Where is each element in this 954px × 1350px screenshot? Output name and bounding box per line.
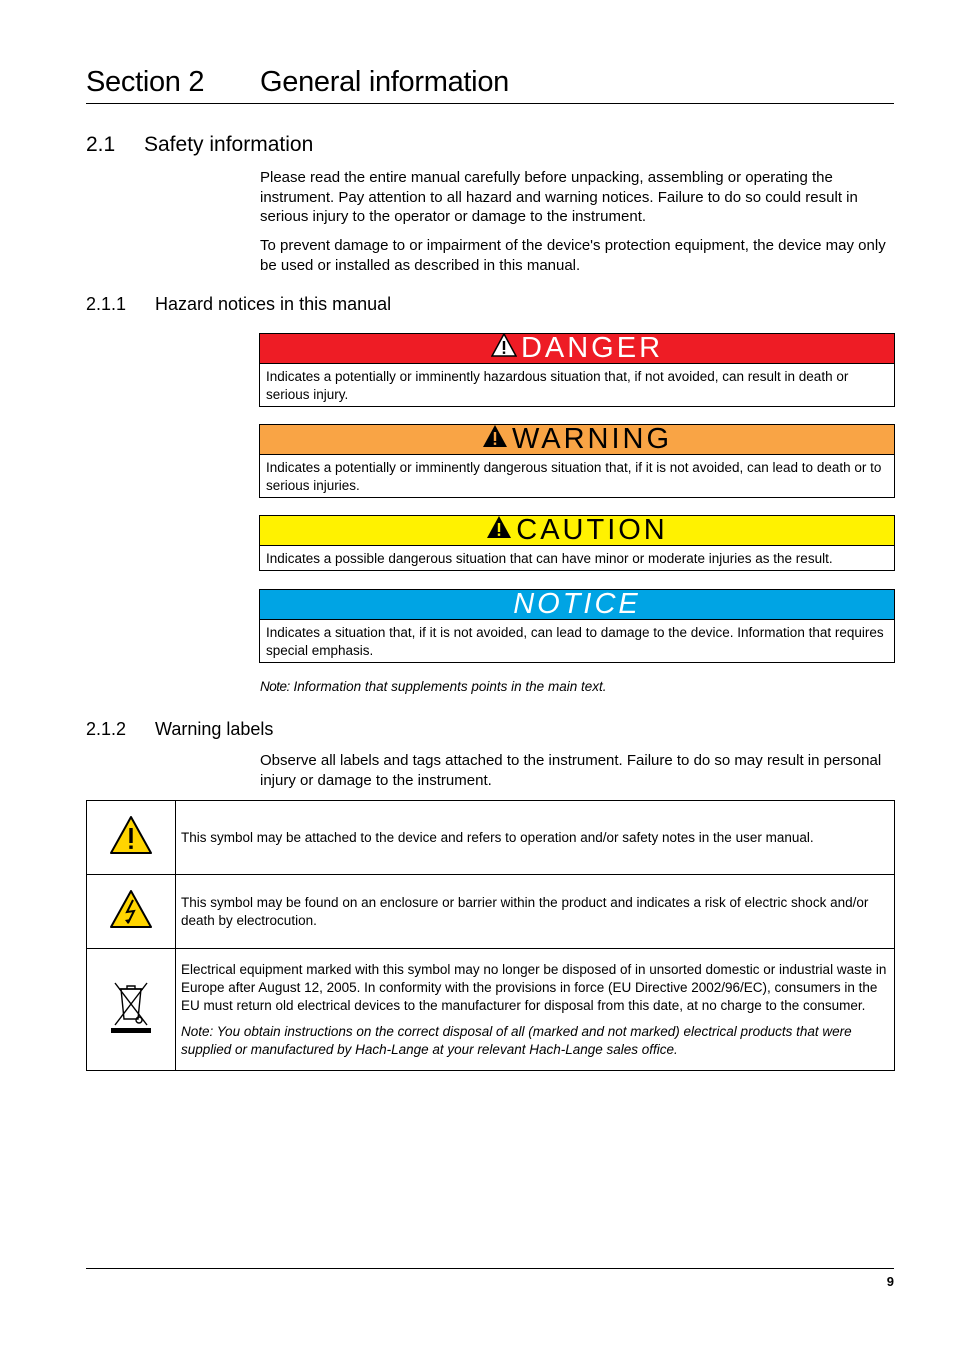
symbol-description: This symbol may be found on an enclosure or barrier within the product and indicates a risk of electric shock and/or death by electrocution. bbox=[176, 875, 895, 949]
note bbox=[260, 679, 606, 694]
warning-notice bbox=[259, 424, 895, 498]
danger-triangle-icon bbox=[491, 332, 517, 365]
warning-header bbox=[260, 425, 894, 455]
warning-triangle-icon bbox=[482, 423, 508, 456]
danger-text: Indicates a potentially or imminently hazardous situation that, if not avoided, can result in death or serious injury. bbox=[266, 369, 849, 402]
table-row bbox=[87, 949, 895, 1071]
hazard-notices-title: Hazard notices in this manual bbox=[155, 294, 392, 314]
warning-labels-number: 2.1.2 bbox=[86, 719, 127, 739]
notice-label: NOTICE bbox=[513, 588, 641, 620]
section-number: Section 2 bbox=[86, 66, 205, 98]
caution-text: Indicates a possible dangerous situation that can have minor or moderate injuries as the result. bbox=[266, 551, 833, 566]
warning-triangle-icon bbox=[109, 843, 153, 858]
caution-label: CAUTION bbox=[516, 514, 668, 546]
hazard-notices-number: 2.1.1 bbox=[86, 294, 127, 314]
symbol-cell bbox=[87, 875, 176, 949]
warning-text: Indicates a potentially or imminently dangerous situation that, if it is not avoided, can lead to death or to serious injuries. bbox=[266, 460, 882, 493]
symbol-cell bbox=[87, 801, 176, 875]
notice-header bbox=[260, 590, 894, 620]
weee-note-label: Note: bbox=[181, 1023, 214, 1039]
note-text: Information that supplements points in the main text. bbox=[293, 679, 607, 694]
note-label: Note: bbox=[260, 679, 290, 694]
warning-labels-intro: Observe all labels and tags attached to the instrument. Failure to do so may result in personal injury or damage to the instrument. bbox=[260, 752, 882, 789]
safety-number: 2.1 bbox=[86, 133, 116, 156]
caution-notice bbox=[259, 515, 895, 571]
warning-labels-heading bbox=[86, 719, 274, 740]
page-title bbox=[86, 64, 894, 104]
caution-triangle-icon bbox=[486, 514, 512, 547]
electric-shock-icon bbox=[109, 917, 153, 932]
notice-text: Indicates a situation that, if it is not avoided, can lead to damage to the device. Information that requires special emphasis. bbox=[266, 625, 884, 658]
footer-divider bbox=[86, 1268, 894, 1269]
weee-note bbox=[181, 1023, 889, 1059]
warning-label: WARNING bbox=[511, 423, 673, 455]
caution-header bbox=[260, 516, 894, 546]
symbol-cell bbox=[87, 949, 176, 1071]
table-row bbox=[87, 801, 895, 875]
danger-header bbox=[260, 334, 894, 364]
warning-labels-table bbox=[86, 800, 895, 1071]
table-row bbox=[87, 875, 895, 949]
symbol-description bbox=[176, 949, 895, 1071]
page-number: 9 bbox=[886, 1274, 894, 1289]
notice-notice bbox=[259, 589, 895, 663]
weee-text: Electrical equipment marked with this symbol may no longer be disposed of in unsorted domestic or industrial waste in Europe after August 12, 2005. In conformity with the provisions in force (EU Directive 2002/96/EC), consumers in the EU must return old electrical devices to the manufacturer for disposal from this date, at no charge to the consumer. bbox=[181, 961, 887, 1013]
safety-heading bbox=[86, 133, 314, 157]
symbol-description: This symbol may be attached to the device and refers to operation and/or safety notes in the user manual. bbox=[176, 801, 895, 875]
warning-labels-title: Warning labels bbox=[155, 719, 274, 739]
hazard-notices-heading bbox=[86, 294, 392, 315]
safety-paragraph-2: To prevent damage to or impairment of the device's protection equipment, the device may only be used or installed as described in this manual. bbox=[260, 237, 886, 274]
danger-label: DANGER bbox=[520, 332, 664, 364]
section-title: General information bbox=[260, 66, 509, 98]
weee-note-text: You obtain instructions on the correct disposal of all (marked and not marked) electrical products that were supplied or manufactured by Hach-Lange at your relevant Hach-Lange sales office. bbox=[181, 1023, 852, 1057]
danger-notice bbox=[259, 333, 895, 407]
weee-bin-icon bbox=[108, 1023, 154, 1038]
safety-paragraph-1: Please read the entire manual carefully before unpacking, assembling or operating the instrument. Pay attention to all hazard and warning notices. Failure to do so could result in serious injury to the operator or damage to the instrument. bbox=[260, 169, 858, 225]
safety-title: Safety information bbox=[144, 133, 314, 156]
